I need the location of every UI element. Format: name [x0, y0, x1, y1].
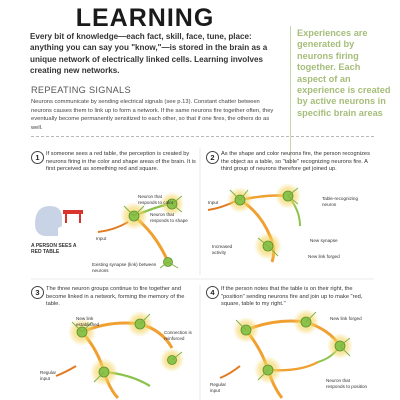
panel-1-label-person: A PERSON SEES A RED TABLE	[31, 243, 77, 255]
panel-1-label-shape: Neuron that responds to shape	[150, 212, 188, 223]
intro-paragraph: Every bit of knowledge—each fact, skill, face, tune, place: anything you can say you "know,"—is stored in the brain as a unique network of electrically linked cells. Learning involves creating new networks.	[30, 32, 268, 76]
panel-2-caption: As the shape and color neurons fire, the person recognizes the object as a table, so "table" recognizing neurons fire. A third group of neurons therefore get joined up.	[221, 151, 370, 173]
panel-3-label-input: Regular input	[40, 370, 57, 381]
page-title: LEARNING	[75, 4, 215, 32]
panel-1-label-synapse: Existing synapse (link) between neurons	[92, 262, 157, 273]
panel-4-label-input: Regular input	[210, 382, 227, 393]
panel-4-number: 4	[206, 286, 219, 299]
red-table-icon	[63, 210, 83, 214]
panel-2-number: 2	[206, 151, 219, 164]
sidebar-text: Experiences are generated by neurons firing together. Each aspect of an experience is created by active neurons in specific brain areas	[297, 28, 391, 118]
panel-3-label-link: New link established	[76, 316, 100, 327]
panel-1-number: 1	[31, 151, 44, 164]
panel-2-label-link: New link forged	[308, 254, 340, 259]
panel-3-caption: The three neuron groups continue to fire together and become linked in a network, forming the memory of the table.	[46, 286, 185, 308]
panel-2-label-activity: Increased activity	[212, 244, 233, 255]
panel-2-label-table: Table-recognizing neuron	[322, 196, 359, 207]
panel-1-label-input: Input	[96, 236, 107, 241]
panel-3-number: 3	[31, 286, 44, 299]
person-head-icon	[35, 206, 62, 236]
panel-4-caption: If the person notes that the table is on their right, the "position" sending neurons fire and join up to make "red, square, table to my right."	[221, 286, 363, 308]
panel-4-label-link: New link forged	[330, 316, 362, 321]
section-heading: REPEATING SIGNALS	[31, 85, 131, 95]
panel-2-label-synapse: New synapse	[310, 238, 338, 243]
panel-3-label-reinforced: Connection is reinforced	[164, 330, 192, 341]
panel-4-label-position: Neuron that responds to position	[326, 378, 368, 389]
panel-1-caption: If someone sees a red table, the perception is created by neurons firing in the color and shape areas of the brain. It is first perceived as something red and square.	[46, 151, 196, 173]
section-body: Neurons communicate by sending electrical signals (see p.13). Constant chatter between neurons causes them to link up to form a network. If the same neurons fire together often, they eventually become permanently sensitized to each other, so that if one fires, the others do as well.	[31, 99, 274, 131]
panel-2-label-input: Input	[208, 200, 219, 205]
panel-1-label-color: Neuron that responds to color	[138, 194, 174, 205]
